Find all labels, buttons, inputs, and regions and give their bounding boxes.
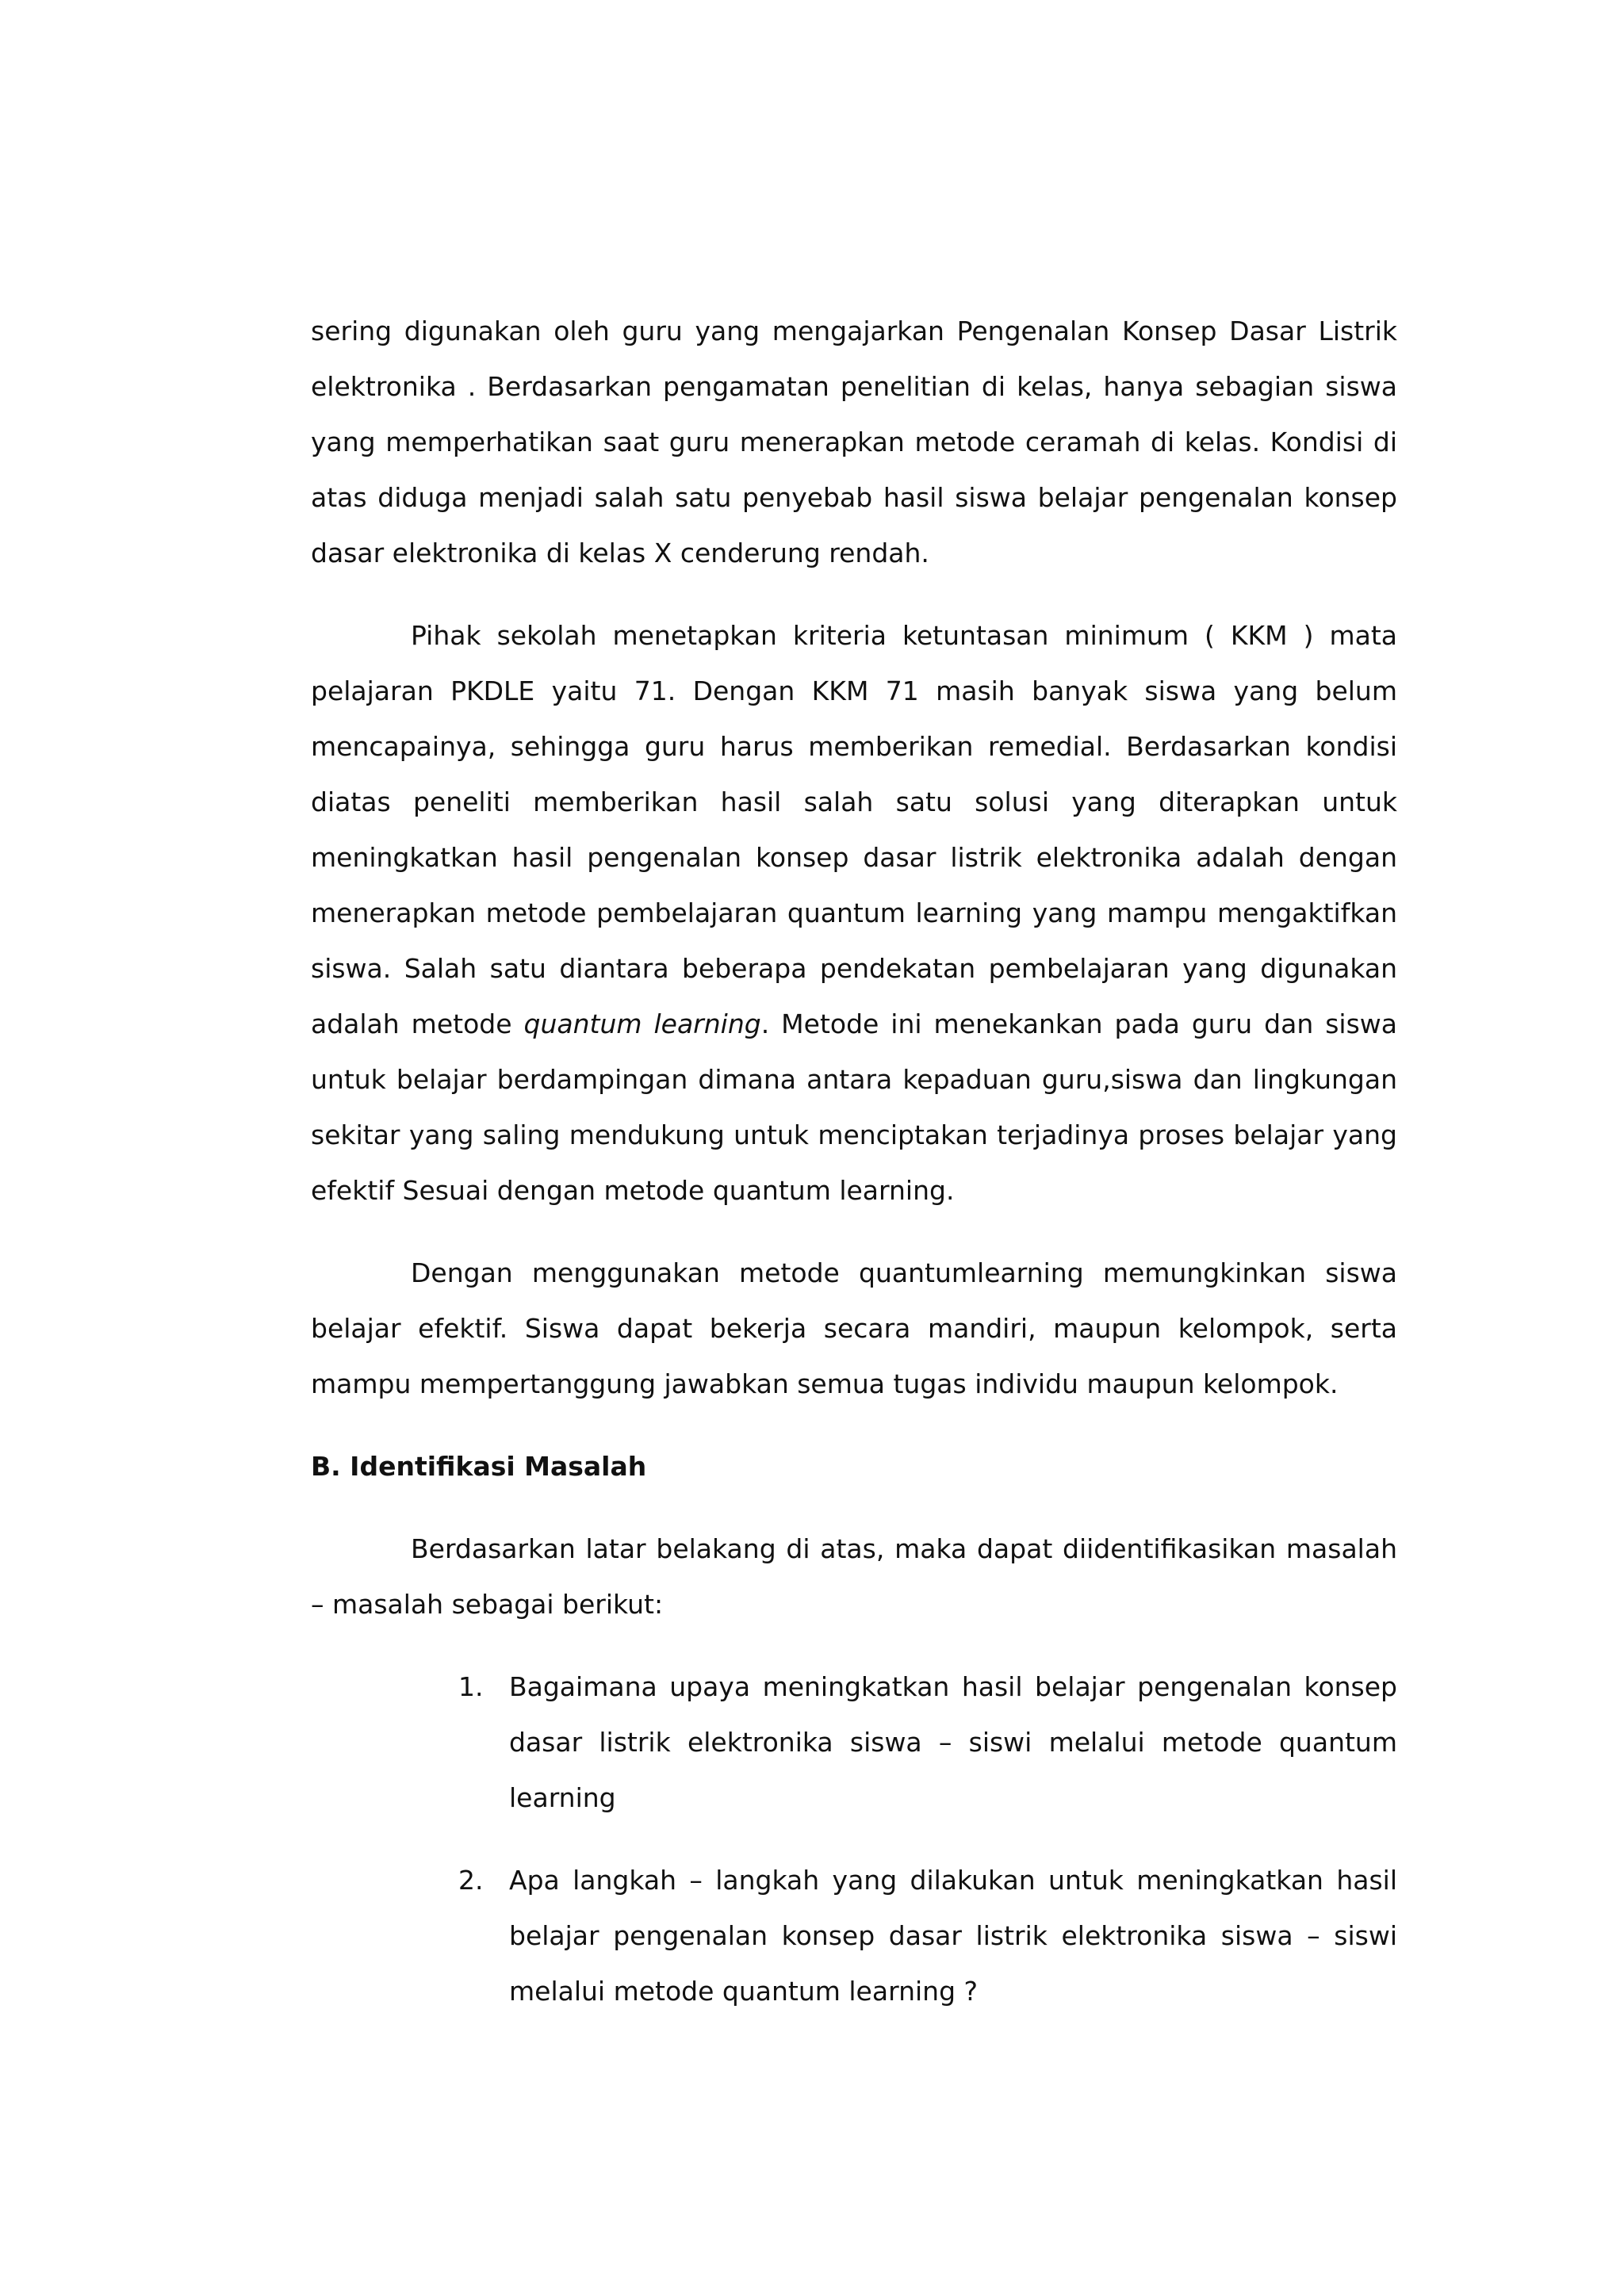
list-item-number: 1. [458,1671,484,1702]
list-gap [311,1826,1397,1853]
paragraph-kkm-text-2: . Metode ini menekankan pada guru dan siswa untuk belajar berdampingan dimana antara kepaduan guru,siswa dan lingkungan sekitar yang saling mendukung untuk menciptakan terjadinya proses belajar yang efektif Sesuai dengan metode quantum learning. [311,1008,1398,1206]
problem-list-item-2 [458,1853,1397,2019]
paragraph-gap [311,1412,1397,1439]
paragraph-gap [311,1494,1397,1521]
paragraph-gap [311,1219,1397,1246]
paragraph-gap [311,581,1397,608]
section-intro-paragraph: Berdasarkan latar belakang di atas, maka dapat diidentifikasikan masalah – masalah sebagai berikut: [311,1533,1397,1620]
problem-list-item-1 [458,1659,1397,1826]
italic-term-quantum-learning: quantum learning [523,1008,761,1039]
list-item-number: 2. [458,1865,484,1896]
paragraph-background-continued: sering digunakan oleh guru yang mengajarkan Pengenalan Konsep Dasar Listrik elektronika . Berdasarkan pengamatan penelitian di kelas, hanya sebagian siswa yang memperhatikan saat guru menerapkan metode ceramah di kelas. Kondisi di atas diduga menjadi salah satu penyebab hasil siswa belajar pengenalan konsep dasar elektronika di kelas X cenderung rendah. [311,316,1397,568]
section-heading-identifikasi-masalah: B. Identifikasi Masalah [311,1451,647,1482]
list-item-text: Apa langkah – langkah yang dilakukan untuk meningkatkan hasil belajar pengenalan konsep dasar listrik elektronika siswa – siswi melalui metode quantum learning ? [509,1865,1397,2007]
paragraph-gap [311,1632,1397,1659]
paragraph-quantum-learning-benefit: Dengan menggunakan metode quantumlearning memungkinkan siswa belajar efektif. Siswa dapat bekerja secara mandiri, maupun kelompok, serta mampu mempertanggung jawabkan semua tugas individu maupun kelompok. [311,1257,1397,1399]
list-item-text: Bagaimana upaya meningkatkan hasil belajar pengenalan konsep dasar listrik elektronika siswa – siswi melalui metode quantum learning [509,1671,1397,1813]
problem-list [311,1659,1397,2019]
paragraph-kkm-text-1: Pihak sekolah menetapkan kriteria ketuntasan minimum ( KKM ) mata pelajaran PKDLE yaitu 71. Dengan KKM 71 masih banyak siswa yang belum mencapainya, sehingga guru harus memberikan remedial. Berdasarkan kondisi diatas peneliti memberikan hasil salah satu solusi yang diterapkan untuk meningkatkan hasil pengenalan konsep dasar listrik elektronika adalah dengan menerapkan metode pembelajaran quantum learning yang mampu mengaktifkan siswa. Salah satu diantara beberapa pendekatan pembelajaran yang digunakan adalah metode [311,620,1397,1039]
paragraph-kkm [311,608,1397,1219]
document-body [311,304,1397,2019]
